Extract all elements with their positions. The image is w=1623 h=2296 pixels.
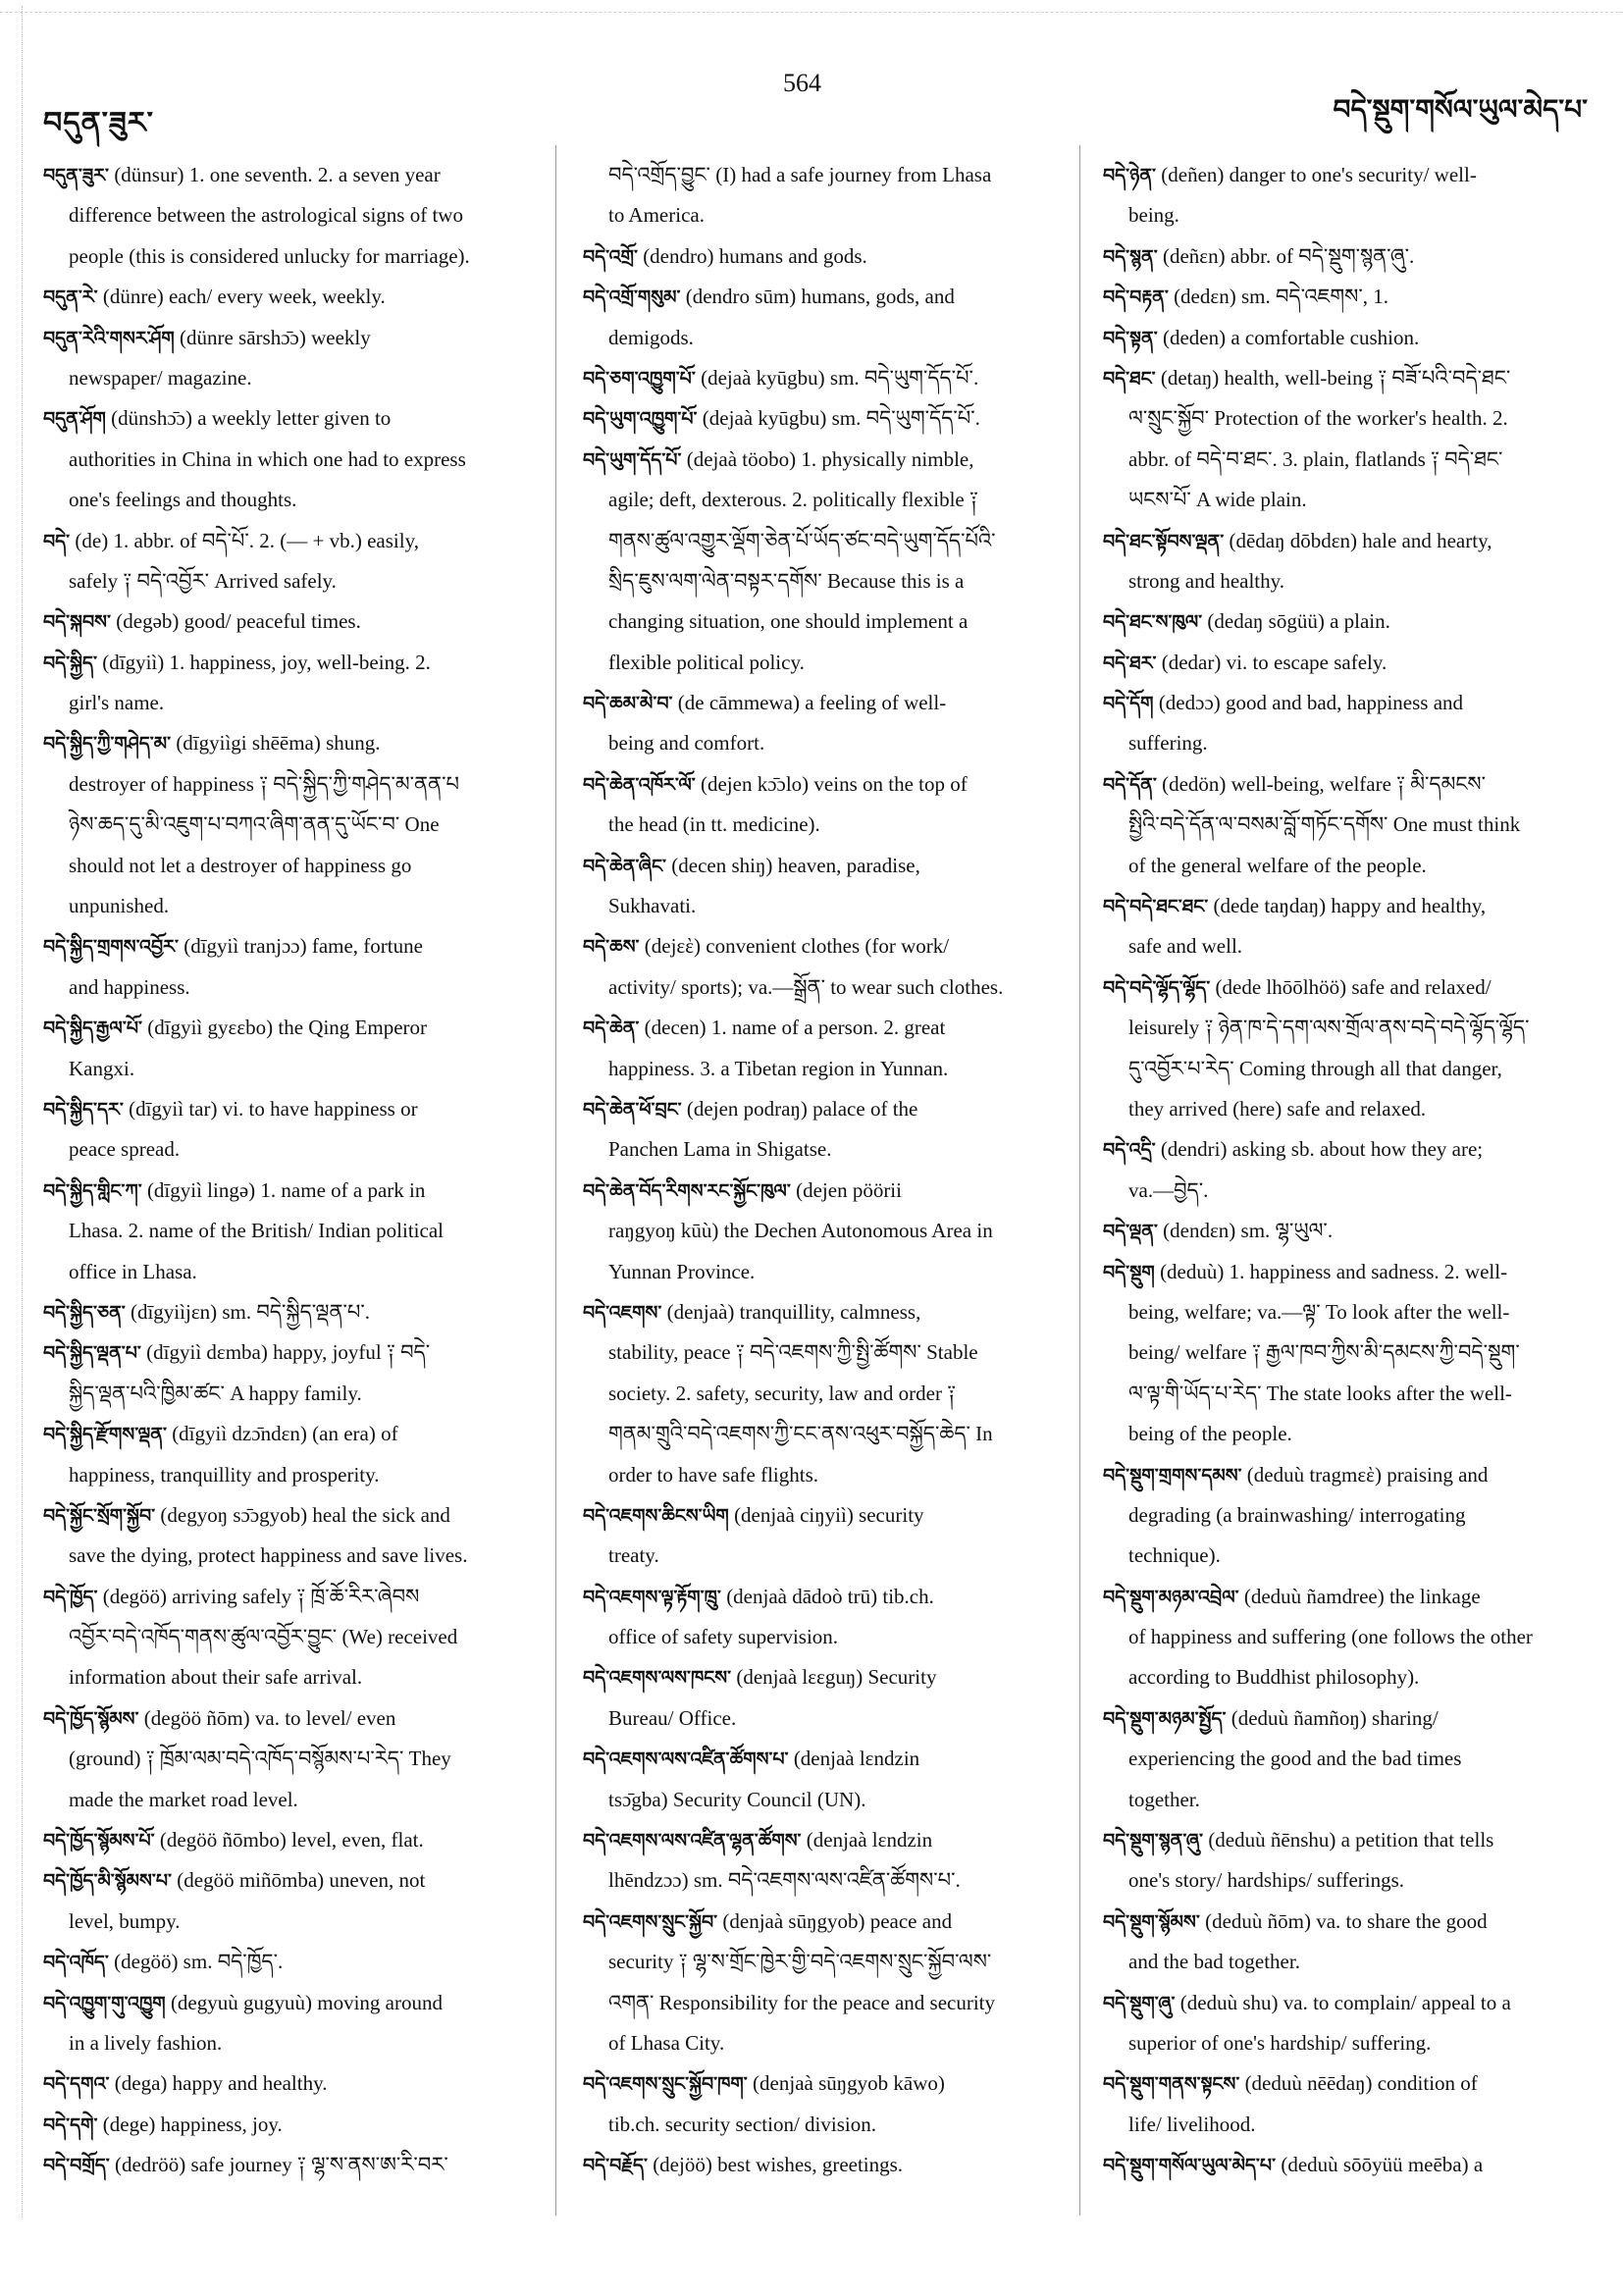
entry-continuation-line: security ༑ ལྷ་ས་གྲོང་ཁྱེར་གྱི་བདེ་འཇགས་སྲུང་སྐྱོབ་ལས་ — [608, 1950, 992, 1974]
entry-continuation-line: information about their safe arrival. — [69, 1665, 363, 1690]
headword: བདེ་འགྲོ་ — [583, 245, 638, 268]
entry-headword-line — [1103, 764, 1594, 805]
headword: བདུན་རེ་ — [43, 287, 98, 309]
definition-text: (degöö miñōmba) uneven, not — [172, 1868, 426, 1893]
entry-continuation-line: lhēndzɔɔ) sm. བདེ་འཇགས་ལས་འཛིན་ཚོགས་པ་. — [608, 1868, 961, 1893]
headword: བདེ་སྙན་ — [1103, 245, 1158, 268]
entry-headword-line — [1103, 683, 1594, 723]
definition-text: (dīgyiìgi shēēma) shung. — [171, 731, 381, 756]
entry-continuation-line: Sukhavati. — [608, 894, 697, 918]
entry-headword-line — [1103, 521, 1594, 561]
definition-text: (dedεn) sm. བདེ་འཇགས་, 1. — [1168, 285, 1389, 309]
definition-text: (denjaà lεεguŋ) Security — [731, 1665, 937, 1690]
headword: བདེ་འཁོད་ — [43, 1952, 109, 1974]
entry-headword-line — [583, 1008, 1064, 1048]
entry-headword-line — [43, 277, 530, 317]
definition-text: (dejaà töobo) 1. physically nimble, — [681, 446, 974, 471]
entry-headword-line — [1103, 1698, 1594, 1739]
entry-headword-line — [43, 1495, 530, 1536]
entry-continuation-line: treaty. — [608, 1543, 659, 1568]
headword: བདེ་ཁྱོད་སྙོམས་པོ་ — [43, 1830, 155, 1852]
entry-headword-line — [583, 1495, 1064, 1536]
entry-headword-line — [1103, 358, 1594, 398]
headword: བདེ་ཐང་སྟོབས་ལྡན་ — [1103, 530, 1225, 552]
definition-text: (denjaà) tranquillity, calmness, — [661, 1299, 921, 1324]
headword: བདེ་འཇགས་སྲུང་སྐྱོབ་ཁག་ — [583, 2073, 748, 2096]
headword: བདེ་སྟན་ — [1103, 327, 1158, 349]
entry-headword-line — [1103, 236, 1594, 277]
definition-text: (de) 1. abbr. of བདེ་པོ་. 2. (— + vb.) easily, — [70, 528, 419, 552]
headword: བདེ་འདྲི་ — [1103, 1139, 1156, 1162]
entry-headword-line — [1103, 1252, 1594, 1292]
entry-continuation-line: and the bad together. — [1128, 1950, 1300, 1974]
entry-headword-line — [43, 2063, 530, 2104]
definition-text: (dedar) vi. to escape safely. — [1156, 650, 1387, 674]
entry-continuation-line: superior of one's hardship/ suffering. — [1128, 2030, 1432, 2055]
entry-continuation-line: raŋgyoŋ kūù) the Dechen Autonomous Area in — [608, 1219, 993, 1243]
definition-text: (deduù ñōm) va. to share the good — [1199, 1908, 1488, 1933]
entry-continuation-line: བདེ་འགྲོད་བྱུང་ (I) had a safe journey from Lhasa — [608, 163, 992, 186]
headword: བདེ་དགེ་ — [43, 2113, 98, 2136]
headword: བདེ་ཆེན་བོད་རིགས་རང་སྐྱོང་ཁུལ་ — [583, 1179, 791, 1202]
entry-continuation-line: flexible political policy. — [608, 650, 805, 674]
definition-text: (denjaà sūŋgyob kāwo) — [747, 2071, 945, 2096]
entry-continuation-line: peace spread. — [69, 1137, 181, 1162]
definition-text: (dünshɔ̄ɔ) a weekly letter given to — [105, 406, 392, 431]
entry-headword-line — [1103, 1820, 1594, 1860]
entry-headword-line — [583, 1739, 1064, 1779]
headword: བདེ་སྡུག་སྙོམས་ — [1103, 1910, 1200, 1933]
entry-continuation-line: strong and healthy. — [1128, 568, 1285, 593]
headword: བདུན་ཤོག — [43, 408, 106, 431]
entry-headword-line — [1103, 1455, 1594, 1495]
entry-continuation-line: དུ་འབྱོར་པ་རེད་ Coming through all that danger, — [1128, 1056, 1502, 1080]
entry-headword-line — [1103, 886, 1594, 926]
headword: བདེ་འཇགས་ལྟ་རྟོག་ཁྲུ་ — [583, 1586, 721, 1608]
entry-continuation-line: one's feelings and thoughts. — [69, 488, 297, 512]
definition-text: (dendro) humans and gods. — [637, 243, 867, 268]
entry-continuation-line: to America. — [608, 203, 705, 228]
headword: བདེ་ཆེན་ — [583, 1018, 640, 1040]
entry-headword-line — [43, 155, 530, 195]
entry-headword-line — [43, 1860, 530, 1901]
entry-headword-line — [43, 2145, 530, 2185]
entry-continuation-line: unpunished. — [69, 894, 170, 918]
entry-headword-line — [43, 601, 530, 642]
entry-headword-line — [43, 1332, 530, 1373]
entry-continuation-line: people (this is considered unlucky for marriage). — [69, 243, 470, 268]
entries-column-1 — [43, 155, 530, 2186]
entry-continuation-line: authorities in China in which one had to express — [69, 446, 466, 471]
headword: བདེ་སྡུག་གྲགས་དམས་ — [1103, 1464, 1242, 1487]
definition-text: (dejaà kyūgbu) sm. བདེ་ཡུག་དོད་པོ་. — [697, 406, 980, 431]
definition-text: (dejen pöörii — [790, 1177, 902, 1202]
scan-margin-line — [22, 6, 23, 2218]
definition-text: (deduù ñēnshu) a petition that tells — [1203, 1828, 1494, 1852]
definition-text: (dīgyiì gyεεbo) the Qing Emperor — [142, 1016, 428, 1040]
definition-text: (deduù ñamñoŋ) sharing/ — [1226, 1705, 1439, 1730]
entry-continuation-line: tsɔ̄gba) Security Council (UN). — [608, 1787, 866, 1811]
headword: བདེ་ཆེན་འཁོར་ལོ་ — [583, 773, 696, 796]
entry-continuation-line: འབྱོར་བདེ་འཁོད་གནས་ཚུལ་འབྱོར་བྱུང་ (We) received — [69, 1625, 458, 1649]
entry-continuation-line: སྲིད་ཇུས་ལག་ལེན་བསྟར་དགོས་ Because this is a — [608, 568, 965, 593]
definition-text: (dīgyiì tar) vi. to have happiness or — [123, 1096, 418, 1121]
entry-continuation-line: degrading (a brainwashing/ interrogating — [1128, 1502, 1466, 1527]
headword: བདུན་རེའི་གསར་ཤོག — [43, 327, 175, 349]
definition-text: (dedaŋ sōgüü) a plain. — [1202, 609, 1390, 634]
headword: བདེ་ཐར་ — [1103, 652, 1157, 674]
entry-continuation-line: གནས་ཚུལ་འགྱུར་ལྡོག་ཅེན་པོ་ཡོད་ཙང་བདེ་ཡུག་དོད་པོའི་ — [608, 528, 996, 552]
headword: བདེ་བདེ་ལྷོད་ལྷོད་ — [1103, 976, 1211, 999]
entry-continuation-line: stability, peace ༑ བདེ་འཇགས་ཀྱི་སྤྱི་ཚོགས་ Stable — [608, 1340, 978, 1365]
definition-text: (dede taŋdaŋ) happy and healthy, — [1208, 894, 1487, 918]
entry-headword-line — [43, 2105, 530, 2145]
definition-text: (dīgyiì dzɔ̄ndεn) (an era) of — [166, 1422, 398, 1446]
definition-text: (deden) a comfortable cushion. — [1157, 325, 1420, 349]
entry-continuation-line: the head (in tt. medicine). — [608, 812, 820, 837]
entry-continuation-line: ཉེས་ཆད་དུ་མི་འཇུག་པ་བཀའ་ཞིག་ནན་དུ་ཡོང་བ་ One — [69, 812, 440, 837]
definition-text: (denjaà dādoò trū) tib.ch. — [720, 1584, 934, 1608]
headword: བདེ་ཁྱོད་སྙོམས་ — [43, 1707, 139, 1730]
headword: བདེ་བགྲོད་ — [43, 2155, 110, 2177]
entries-column-2 — [583, 155, 1064, 2186]
entry-continuation-line: Lhasa. 2. name of the British/ Indian political — [69, 1219, 444, 1243]
definition-text: (degyuù gugyuù) moving around — [165, 1990, 443, 2014]
headword: བདེ་འཇགས་ལས་ཁངས་ — [583, 1667, 732, 1690]
entry-continuation-line: being, welfare; va.—ལྟ་ To look after the well- — [1128, 1299, 1510, 1324]
entry-continuation-line: tib.ch. security section/ division. — [608, 2112, 876, 2136]
entry-headword-line — [43, 1008, 530, 1048]
headword: བདེ་འཇགས་ལས་འཛིན་ཚོགས་པ་ — [583, 1748, 789, 1771]
headword: བདེ་ཉེན་ — [1103, 165, 1156, 186]
headword: བདེ་ཐང་ས་ཁུལ་ — [1103, 611, 1203, 634]
headword: བདེ་བརྗོད་ — [583, 2155, 648, 2177]
entry-continuation-line: of the general welfare of the people. — [1128, 853, 1427, 877]
entry-headword-line — [583, 1292, 1064, 1332]
entry-continuation-line: agile; deft, dexterous. 2. politically flexible ༑ — [608, 488, 978, 512]
headword: བདེ་ཡུག་འཁྱུག་པོ་ — [583, 408, 698, 431]
entry-continuation-line: leisurely ༑ ཉེན་ཁ་དེ་དག་ལས་གྲོལ་ནས་བདེ་བདེ་ལྷོད་ལྷོད་ — [1128, 1016, 1530, 1040]
headword: བདེ་སྐྱིད་ཀྱི་གཤེད་མ་ — [43, 733, 172, 756]
entry-continuation-line: destroyer of happiness ༑ བདེ་སྐྱིད་ཀྱི་གཤེད་མ་ནན་པ — [69, 771, 459, 796]
headword: བདེ་ཁྱོད་མི་སྙོམས་པ་ — [43, 1870, 172, 1893]
entry-continuation-line: technique). — [1128, 1543, 1221, 1568]
headword: བདུན་ཟུར་ — [43, 165, 110, 186]
entry-continuation-line: being/ welfare ༑ རྒྱལ་ཁབ་ཀྱིས་མི་དམངས་ཀྱི་བདེ་སྡུག་ — [1128, 1340, 1520, 1365]
entry-continuation-line: va.—བྱེད་. — [1128, 1177, 1209, 1202]
entry-continuation-line: order to have safe flights. — [608, 1462, 819, 1487]
definition-text: (deduù) 1. happiness and sadness. 2. well- — [1154, 1259, 1508, 1283]
entry-headword-line — [1103, 2145, 1594, 2185]
entry-headword-line — [1103, 1983, 1594, 2023]
entry-headword-line — [583, 1171, 1064, 1211]
entry-continuation-line: Kangxi. — [69, 1056, 135, 1080]
headword: བདེ་སྡུག་གནས་སྟངས་ — [1103, 2073, 1240, 2096]
entry-headword-line — [583, 1902, 1064, 1942]
entry-continuation-line: (ground) ༑ ཁྲོམ་ལམ་བདེ་འཁོད་བསྙོམས་པ་རེད་ They — [69, 1747, 451, 1771]
headword: བདེ་བདེ་ཐང་ཐང་ — [1103, 896, 1209, 918]
headword: བདེ་ཆས་ — [583, 936, 640, 959]
entry-continuation-line: according to Buddhist philosophy). — [1128, 1665, 1420, 1690]
entry-continuation-line: སྤྱིའི་བདེ་དོན་ལ་བསམ་བློ་གཏོང་དགོས་ One must think — [1128, 812, 1521, 837]
definition-text: (deduù nēēdaŋ) condition of — [1239, 2071, 1478, 2096]
headword: བདེ་སྐྱིད་ཅན་ — [43, 1301, 126, 1324]
entry-headword-line — [583, 440, 1064, 480]
entry-headword-line — [583, 2063, 1064, 2104]
entry-headword-line — [43, 1698, 530, 1739]
headword: བདེ་སྡུག་གསོལ་ཡུལ་མེད་པ་ — [1103, 2155, 1277, 2177]
entry-continuation-line: in a lively fashion. — [69, 2030, 223, 2055]
entry-headword-line — [43, 1820, 530, 1860]
definition-text: (denjaà lεndzin — [788, 1747, 920, 1771]
entry-continuation-line: abbr. of བདེ་བ་ཐང་. 3. plain, flatlands ༑ བདེ་ཐང་ — [1128, 446, 1503, 471]
entry-continuation-line: being of the people. — [1128, 1422, 1292, 1446]
entry-continuation-line: ལ་སྲུང་སྐྱོབ་ Protection of the worker's health. 2. — [1128, 406, 1508, 431]
entry-continuation-line: should not let a destroyer of happiness go — [69, 853, 412, 877]
entry-headword-line — [43, 1089, 530, 1129]
headword: བདེ་བརྟན་ — [1103, 287, 1169, 309]
entry-continuation-line: ལ་ལྟ་གི་ཡོད་པ་རེད་ The state looks after the well- — [1128, 1381, 1512, 1405]
headword: བདེ་ཆེན་ཕོ་བྲང་ — [583, 1098, 682, 1121]
entry-continuation-line: Bureau/ Office. — [608, 1705, 737, 1730]
entry-headword-line — [583, 683, 1064, 723]
definition-text: (dīgyiìjεn) sm. བདེ་སྐྱིད་ལྡན་པ་. — [125, 1299, 371, 1324]
definition-text: (deduù sōōyüü meēba) a — [1276, 2153, 1484, 2177]
headword: བདེ་སྡུག — [1103, 1261, 1155, 1283]
definition-text: (dejöö) best wishes, greetings. — [647, 2153, 904, 2177]
entry-headword-line — [43, 1171, 530, 1211]
definition-text: (dīgyiì tranjɔɔ) fame, fortune — [178, 934, 423, 959]
definition-text: (degəb) good/ peaceful times. — [111, 609, 361, 634]
definition-text: (dejen podraŋ) palace of the — [681, 1096, 918, 1121]
entry-continuation-line: ཡངས་པོ་ A wide plain. — [1128, 488, 1307, 512]
entry-continuation-line: newspaper/ magazine. — [69, 365, 252, 390]
entry-continuation-line: འགན་ Responsibility for the peace and security — [608, 1990, 995, 2014]
entry-continuation-line: experiencing the good and the bad times — [1128, 1747, 1462, 1771]
headword: བདེ་དགའ་ — [43, 2073, 110, 2096]
page-header — [0, 0, 1623, 147]
entry-continuation-line: of happiness and suffering (one follows the other — [1128, 1625, 1533, 1649]
definition-text: (dünsur) 1. one seventh. 2. a seven year — [109, 163, 441, 186]
entry-headword-line — [583, 358, 1064, 398]
headword: བདེ་སྐྱིད་གླིང་ཀ་ — [43, 1179, 142, 1202]
definition-text: (dejen kɔ̄ɔlo) veins on the top of — [695, 771, 968, 796]
definition-text: (denjaà lεndzin — [801, 1828, 933, 1852]
entry-continuation-line: of Lhasa City. — [608, 2030, 725, 2055]
definition-text: (dedɔɔ) good and bad, happiness and — [1153, 691, 1464, 715]
definition-text: (degöö) arriving safely ༑ ཁྲོ་ཆོ་རིར་ཞེབས — [97, 1584, 420, 1608]
entry-continuation-line: one's story/ hardships/ sufferings. — [1128, 1868, 1405, 1893]
entry-headword-line — [43, 723, 530, 763]
left-guide-word: བདུན་ཟུར་ — [43, 106, 154, 140]
headword: བདེ་ཡུག་དོད་པོ་ — [583, 448, 682, 471]
headword: བདེ་སྐྱིད་ — [43, 652, 97, 674]
definition-text: (dīgyiì) 1. happiness, joy, well-being. 2. — [97, 650, 431, 674]
definition-text: (dejaà kyūgbu) sm. བདེ་ཡུག་དོད་པོ་. — [695, 365, 979, 390]
entry-headword-line — [583, 1820, 1064, 1860]
headword: བདེ་འཇགས་ལས་འཛིན་ལྷན་ཚོགས་ — [583, 1830, 802, 1852]
entry-continuation-line: safely ༑ བདེ་འབྱོར་ Arrived safely. — [69, 568, 337, 593]
definition-text: (dendri) asking sb. about how they are; — [1155, 1137, 1484, 1162]
definition-text: (dīgyiì dεmba) happy, joyful ༑ བདེ་ — [140, 1340, 431, 1365]
definition-text: (deduù shu) va. to complain/ appeal to a — [1175, 1990, 1511, 2014]
entry-headword-line — [1103, 318, 1594, 358]
definition-text: (deñεn) abbr. of བདེ་སྡུག་སྙན་ཞུ་. — [1157, 243, 1415, 268]
entry-continuation-line: office of safety supervision. — [608, 1625, 839, 1649]
headword: བདེ་ཆམ་མེ་བ་ — [583, 693, 673, 715]
headword: བདེ་སྐབས་ — [43, 611, 111, 634]
headword: བདེ་འཁྱུག་གུ་འཁྱུག — [43, 1992, 166, 2014]
entry-continuation-line: level, bumpy. — [69, 1908, 181, 1933]
definition-text: (deñen) danger to one's security/ well- — [1156, 163, 1477, 186]
entry-continuation-line: activity/ sports); va.—སྒྲོན་ to wear such clothes. — [608, 974, 1004, 999]
entry-headword-line — [43, 1983, 530, 2023]
entry-continuation-line: Yunnan Province. — [608, 1259, 756, 1283]
entry-continuation-line: office in Lhasa. — [69, 1259, 197, 1283]
entry-headword-line — [583, 1089, 1064, 1129]
entry-continuation-line: being. — [1128, 203, 1179, 228]
definition-text: (degöö ñōmbo) level, even, flat. — [154, 1828, 424, 1852]
entry-headword-line — [583, 1577, 1064, 1617]
headword: བདེ་སྡུག་ཞུ་ — [1103, 1992, 1176, 2014]
entry-headword-line — [43, 1292, 530, 1332]
entry-headword-line — [43, 318, 530, 358]
definition-text: (degyoŋ sɔ̄ɔgyob) heal the sick and — [155, 1502, 450, 1527]
definition-text: (dünre sārshɔ̄ɔ) weekly — [174, 325, 371, 349]
definition-text: (detaŋ) health, well-being ༑ བཟོ་པའི་བདེ་ཐང་ — [1155, 365, 1511, 390]
entry-continuation-line: and happiness. — [69, 974, 190, 999]
definition-text: (denjaà sūŋgyob) peace and — [717, 1908, 953, 1933]
headword: བདེ་ལྡན་ — [1103, 1221, 1158, 1243]
entry-headword-line — [1103, 1902, 1594, 1942]
definition-text: (degöö) sm. བདེ་ཁྱོད་. — [108, 1950, 284, 1974]
entry-continuation-line: happiness, tranquillity and prosperity. — [69, 1462, 380, 1487]
headword: བདེ་སྐྱིད་རྒྱལ་པོ་ — [43, 1018, 142, 1040]
entry-continuation-line: demigods. — [608, 325, 694, 349]
definition-text: (dendro sūm) humans, gods, and — [680, 285, 955, 309]
entry-continuation-line: together. — [1128, 1787, 1200, 1811]
entry-headword-line — [583, 926, 1064, 966]
definition-text: (degöö ñōm) va. to level/ even — [138, 1705, 396, 1730]
entry-headword-line — [43, 398, 530, 439]
entry-continuation-line: changing situation, one should implement a — [608, 609, 969, 634]
definition-text: (dejεὲ) convenient clothes (for work/ — [639, 934, 950, 959]
entry-continuation-line: གནམ་གྲུའི་བདེ་འཇགས་ཀྱི་ངང་ནས་འཕུར་བསྐྱོད་ཆེད་ In — [608, 1422, 993, 1446]
definition-text: (dīgyiì lingə) 1. name of a park in — [141, 1177, 426, 1202]
entry-headword-line — [43, 521, 530, 561]
headword: བདེ་སྡུག་མཉམ་འབྲེལ་ — [1103, 1586, 1239, 1608]
definition-text: (dege) happiness, joy. — [97, 2112, 283, 2136]
headword: བདེ་ཅག་འཁྱུག་པོ་ — [583, 367, 696, 390]
headword: བདེ་སྡུག་སྙན་ཞུ་ — [1103, 1830, 1204, 1852]
definition-text: (dünre) each/ every week, weekly. — [97, 285, 386, 309]
headword: བདེ་སྐྱིད་རྫོགས་ལྡན་ — [43, 1424, 167, 1446]
headword: བདེ་འཇགས་སྲུང་སྐྱོབ་ — [583, 1910, 718, 1933]
entry-headword-line — [43, 1942, 530, 1982]
entry-continuation-line: happiness. 3. a Tibetan region in Yunnan. — [608, 1056, 949, 1080]
headword: བདེ་འཇགས་ཆིངས་ཡིག — [583, 1504, 729, 1527]
headword: བདེ་དོག — [1103, 693, 1154, 715]
entry-headword-line — [1103, 967, 1594, 1008]
column-divider — [555, 145, 556, 2216]
entry-continuation-line: difference between the astrological signs of two — [69, 203, 463, 228]
entry-continuation-line: being and comfort. — [608, 731, 765, 756]
entries-column-3 — [1103, 155, 1594, 2186]
definition-text: (deduù tragmεὲ) praising and — [1241, 1462, 1489, 1487]
definition-text: (dēdaŋ dōbdεn) hale and hearty, — [1224, 528, 1492, 552]
entry-headword-line — [583, 236, 1064, 277]
entry-continuation-line: སྐྱིད་ལྡན་པའི་ཁྱིམ་ཚང་ A happy family. — [69, 1381, 362, 1405]
entry-continuation-line: life/ livelihood. — [1128, 2112, 1256, 2136]
entry-continuation-line: they arrived (here) safe and relaxed. — [1128, 1096, 1427, 1121]
page-number: 564 — [783, 69, 821, 97]
entry-headword-line — [43, 1577, 530, 1617]
entry-continuation-line: safe and well. — [1128, 934, 1243, 959]
headword: བདེ་ཁྱོད་ — [43, 1586, 98, 1608]
headword: བདེ་ཆེན་ཞིང་ — [583, 855, 667, 877]
right-guide-word: བདེ་སྡུག་གསོལ་ཡུལ་མེད་པ་ — [1333, 93, 1588, 126]
entry-headword-line — [1103, 2063, 1594, 2104]
entry-headword-line — [1103, 155, 1594, 195]
entry-headword-line — [583, 277, 1064, 317]
entry-continuation-line: suffering. — [1128, 731, 1208, 756]
headword: བདེ་སྐྱིད་གྲགས་འབྱོར་ — [43, 936, 179, 959]
entry-headword-line — [1103, 1211, 1594, 1251]
entry-headword-line — [583, 846, 1064, 886]
headword: བདེ་དོན་ — [1103, 773, 1157, 796]
definition-text: (dendεn) sm. ལྷ་ཡུལ་. — [1157, 1219, 1334, 1243]
headword: བདེ་འཇགས་ — [583, 1301, 662, 1324]
entry-continuation-line: Panchen Lama in Shigatse. — [608, 1137, 832, 1162]
definition-text: (dedröö) safe journey ༑ ལྷ་ས་ནས་ཨ་རི་བར་ — [109, 2153, 448, 2177]
entry-headword-line — [583, 764, 1064, 805]
entry-headword-line — [43, 1414, 530, 1454]
definition-text: (deduù ñamdree) the linkage — [1238, 1584, 1481, 1608]
headword: བདེ་ཐང་ — [1103, 367, 1156, 390]
entry-headword-line — [1103, 1577, 1594, 1617]
entry-headword-line — [43, 643, 530, 683]
definition-text: (decen) 1. name of a person. 2. great — [639, 1016, 946, 1040]
entry-continuation-line: save the dying, protect happiness and save lives. — [69, 1543, 468, 1568]
definition-text: (dede lhōōlhöö) safe and relaxed/ — [1210, 974, 1492, 999]
entry-headword-line — [583, 2145, 1064, 2185]
entry-continuation-line: society. 2. safety, security, law and order ༑ — [608, 1381, 957, 1405]
entry-headword-line — [583, 398, 1064, 439]
entry-headword-line — [43, 926, 530, 966]
entry-headword-line — [1103, 277, 1594, 317]
entry-headword-line — [1103, 1129, 1594, 1170]
headword: བདེ་སྡུག་མཉམ་སྤྱོད་ — [1103, 1707, 1227, 1730]
headword: བདེ་སྐྱིད་ལྡན་པ་ — [43, 1342, 141, 1365]
definition-text: (denjaà ciŋyiì) security — [728, 1502, 924, 1527]
entry-headword-line — [1103, 601, 1594, 642]
definition-text: (dega) happy and healthy. — [109, 2071, 328, 2096]
definition-text: (de cāmmewa) a feeling of well- — [672, 691, 947, 715]
definition-text: (decen shiŋ) heaven, paradise, — [666, 853, 920, 877]
headword: བདེ་སྐྱིད་དར་ — [43, 1098, 124, 1121]
headword: བདེ་ — [43, 530, 71, 552]
entry-headword-line — [1103, 643, 1594, 683]
entry-continuation-line: girl's name. — [69, 691, 165, 715]
headword: བདེ་སྐྱོང་སྲོག་སྐྱོབ་ — [43, 1504, 156, 1527]
headword: བདེ་འགྲོ་གསུམ་ — [583, 287, 681, 309]
column-divider — [1079, 145, 1080, 2216]
entry-continuation-line: made the market road level. — [69, 1787, 298, 1811]
entry-headword-line — [583, 1657, 1064, 1697]
definition-text: (dedön) well-being, welfare ༑ མི་དམངས་ — [1156, 771, 1487, 796]
